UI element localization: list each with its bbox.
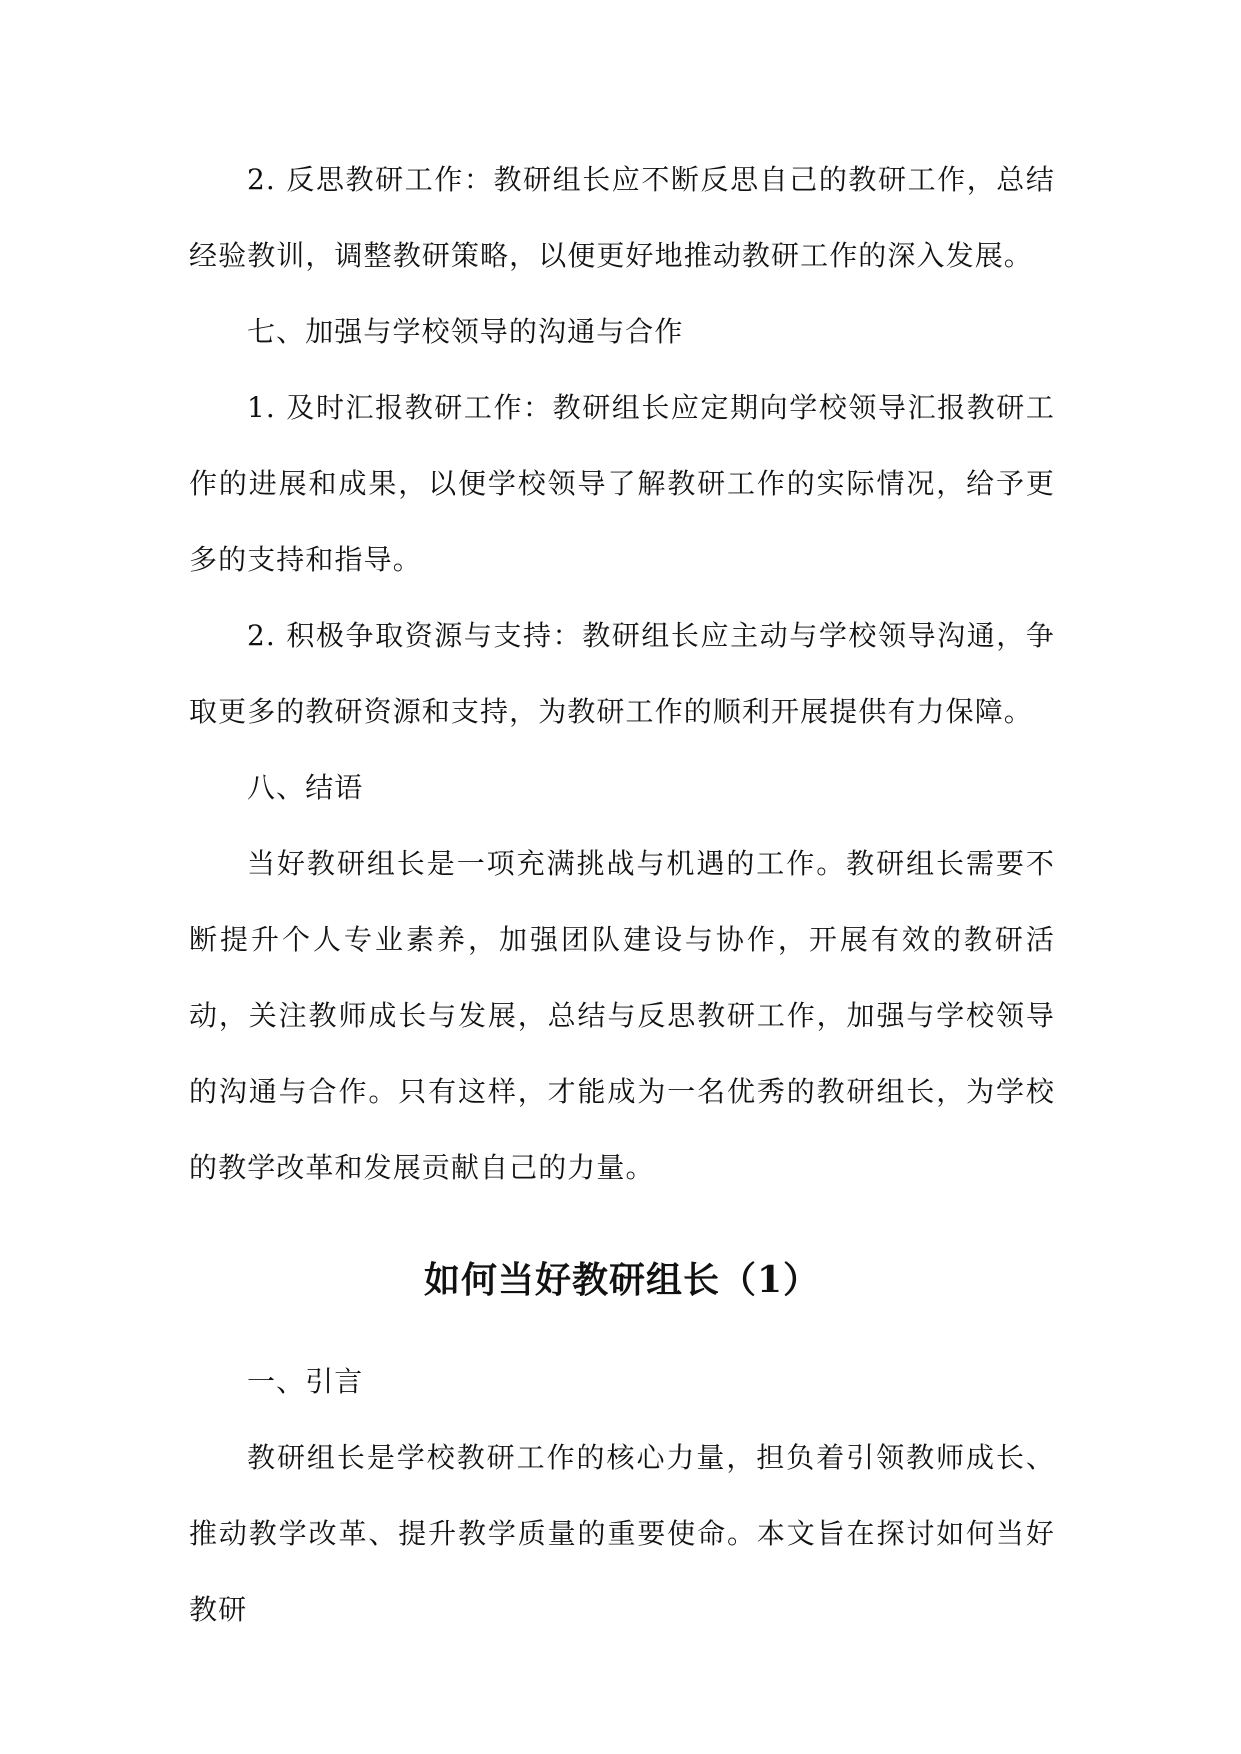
document-title: 如何当好教研组长（1） bbox=[423, 1259, 821, 1301]
paragraph-conclusion: 当好教研组长是一项充满挑战与机遇的工作。教研组长需要不断提升个人专业素养，加强团队建设与协作，开展有效的教研活动，关注教师成长与发展，总结与反思教研工作，加强与学校领导的沟通与合作。只有这样，才能成为一名优秀的教研组长，为学校的教学改革和发展贡献自己的力量。 bbox=[189, 847, 1055, 1184]
paragraph-reflect-work: 2. 反思教研工作：教研组长应不断反思自己的教研工作，总结经验教训，调整教研策略，以便更好地推动教研工作的深入发展。 bbox=[189, 163, 1055, 272]
paragraph-seek-resources: 2. 积极争取资源与支持：教研组长应主动与学校领导沟通，争取更多的教研资源和支持，为教研工作的顺利开展提供有力保障。 bbox=[189, 619, 1055, 728]
section-heading-introduction: 一、引言 bbox=[247, 1365, 364, 1398]
section-heading-communication: 七、加强与学校领导的沟通与合作 bbox=[247, 315, 684, 348]
document-body bbox=[189, 142, 1055, 1648]
paragraph-introduction: 教研组长是学校教研工作的核心力量，担负着引领教师成长、推动教学改革、提升教学质量的重要使命。本文旨在探讨如何当好教研 bbox=[189, 1441, 1055, 1626]
paragraph-report-work: 1. 及时汇报教研工作：教研组长应定期向学校领导汇报教研工作的进展和成果，以便学校领导了解教研工作的实际情况，给予更多的支持和指导。 bbox=[189, 391, 1055, 576]
section-heading-conclusion: 八、结语 bbox=[247, 771, 364, 804]
